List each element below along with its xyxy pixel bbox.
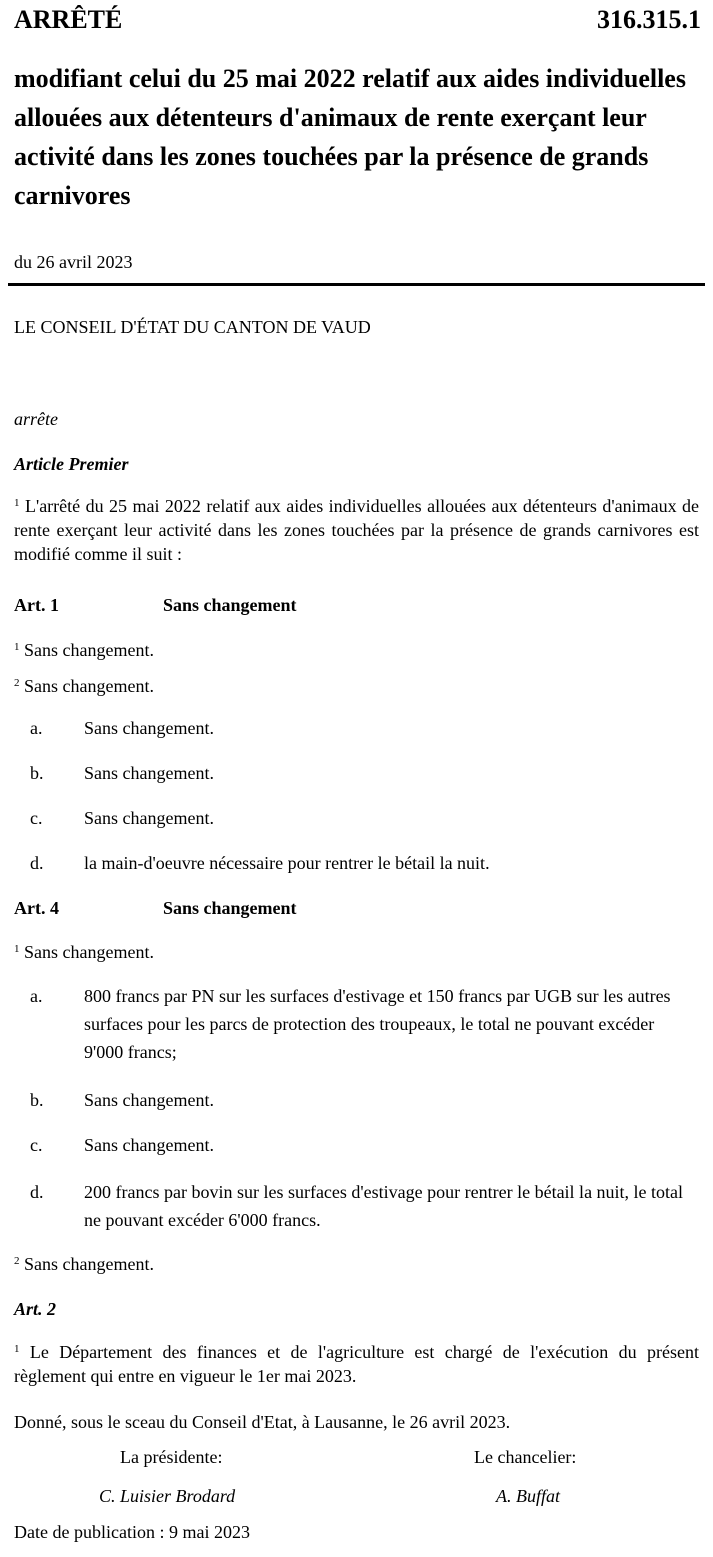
chancellor-label: Le chancelier: xyxy=(474,1447,577,1467)
paragraph-number: 1 xyxy=(14,943,20,955)
art4-paragraph-2 xyxy=(14,1252,154,1276)
art2-label: Art. 2 xyxy=(14,1299,57,1319)
paragraph-number: 2 xyxy=(14,677,20,689)
paragraph-text: Sans changement. xyxy=(24,676,154,696)
art1-item-b-letter: b. xyxy=(30,763,44,783)
president-name: C. Luisier Brodard xyxy=(99,1486,236,1506)
art1-paragraph-2 xyxy=(14,674,154,698)
document-type-title: ARRÊTÉ xyxy=(14,5,123,34)
president-label: La présidente: xyxy=(120,1447,223,1467)
art1-item-a-text: Sans changement. xyxy=(84,718,214,738)
art4-label: Art. 4 xyxy=(14,898,59,918)
art4-item-b-text: Sans changement. xyxy=(84,1090,214,1110)
chancellor-name: A. Buffat xyxy=(496,1486,560,1506)
paragraph-number: 1 xyxy=(14,1343,20,1355)
art4-item-c-text: Sans changement. xyxy=(84,1135,214,1155)
art1-item-c-letter: c. xyxy=(30,808,43,828)
document-number: 316.315.1 xyxy=(597,5,701,34)
article-premier-paragraph xyxy=(14,494,699,566)
closing-statement: Donné, sous le sceau du Conseil d'Etat, à Lausanne, le 26 avril 2023. xyxy=(14,1412,511,1432)
paragraph-number: 1 xyxy=(14,641,20,653)
art1-item-b-text: Sans changement. xyxy=(84,763,214,783)
art1-item-a-letter: a. xyxy=(30,718,43,738)
art4-paragraph-1 xyxy=(14,940,154,964)
art1-item-c-text: Sans changement. xyxy=(84,808,214,828)
paragraph-text: Sans changement. xyxy=(24,942,154,962)
document-date: du 26 avril 2023 xyxy=(14,252,133,272)
art2-paragraph xyxy=(14,1340,699,1388)
paragraph-text: Sans changement. xyxy=(24,640,154,660)
paragraph-number: 1 xyxy=(14,497,20,509)
art4-item-a-text: 800 francs par PN sur les surfaces d'estivage et 150 francs par UGB sur les autres surfaces pour les parcs de protection des troupeaux, le total ne pouvant excéder 9'000 francs; xyxy=(84,986,671,1062)
art1-paragraph-1 xyxy=(14,638,154,662)
art4-item-d-text: 200 francs par bovin sur les surfaces d'estivage pour rentrer le bétail la nuit, le total ne pouvant excéder 6'000 francs. xyxy=(84,1182,684,1230)
art1-label: Art. 1 xyxy=(14,595,59,615)
art4-item-d-letter: d. xyxy=(30,1182,44,1202)
header-divider xyxy=(8,283,705,286)
document-subtitle: modifiant celui du 25 mai 2022 relatif aux aides individuelles allouées aux détenteurs d'animaux de rente exerçant leur activité dans les zones touchées par la présence de grands carnivores xyxy=(14,64,686,210)
paragraph-text: Sans changement. xyxy=(24,1254,154,1274)
art4-title: Sans changement xyxy=(163,898,297,918)
article-premier-heading: Article Premier xyxy=(14,454,129,474)
paragraph-text: Le Département des finances et de l'agriculture est chargé de l'exécution du présent règlement qui entre en vigueur le 1er mai 2023. xyxy=(14,1342,699,1386)
decides-label: arrête xyxy=(14,409,58,429)
paragraph-number: 2 xyxy=(14,1255,20,1267)
art4-item-c-letter: c. xyxy=(30,1135,43,1155)
art4-item-b-letter: b. xyxy=(30,1090,44,1110)
publication-date: Date de publication : 9 mai 2023 xyxy=(14,1522,250,1542)
art1-item-d-text: la main-d'oeuvre nécessaire pour rentrer le bétail la nuit. xyxy=(84,853,490,873)
art1-item-d-letter: d. xyxy=(30,853,44,873)
art4-item-a-letter: a. xyxy=(30,986,43,1006)
issuing-authority: LE CONSEIL D'ÉTAT DU CANTON DE VAUD xyxy=(14,317,371,337)
paragraph-text: L'arrêté du 25 mai 2022 relatif aux aides individuelles allouées aux détenteurs d'animaux de rente exerçant leur activité dans les zones touchées par la présence de grands carnivores est modifié comme il suit : xyxy=(14,496,700,564)
art1-title: Sans changement xyxy=(163,595,297,615)
